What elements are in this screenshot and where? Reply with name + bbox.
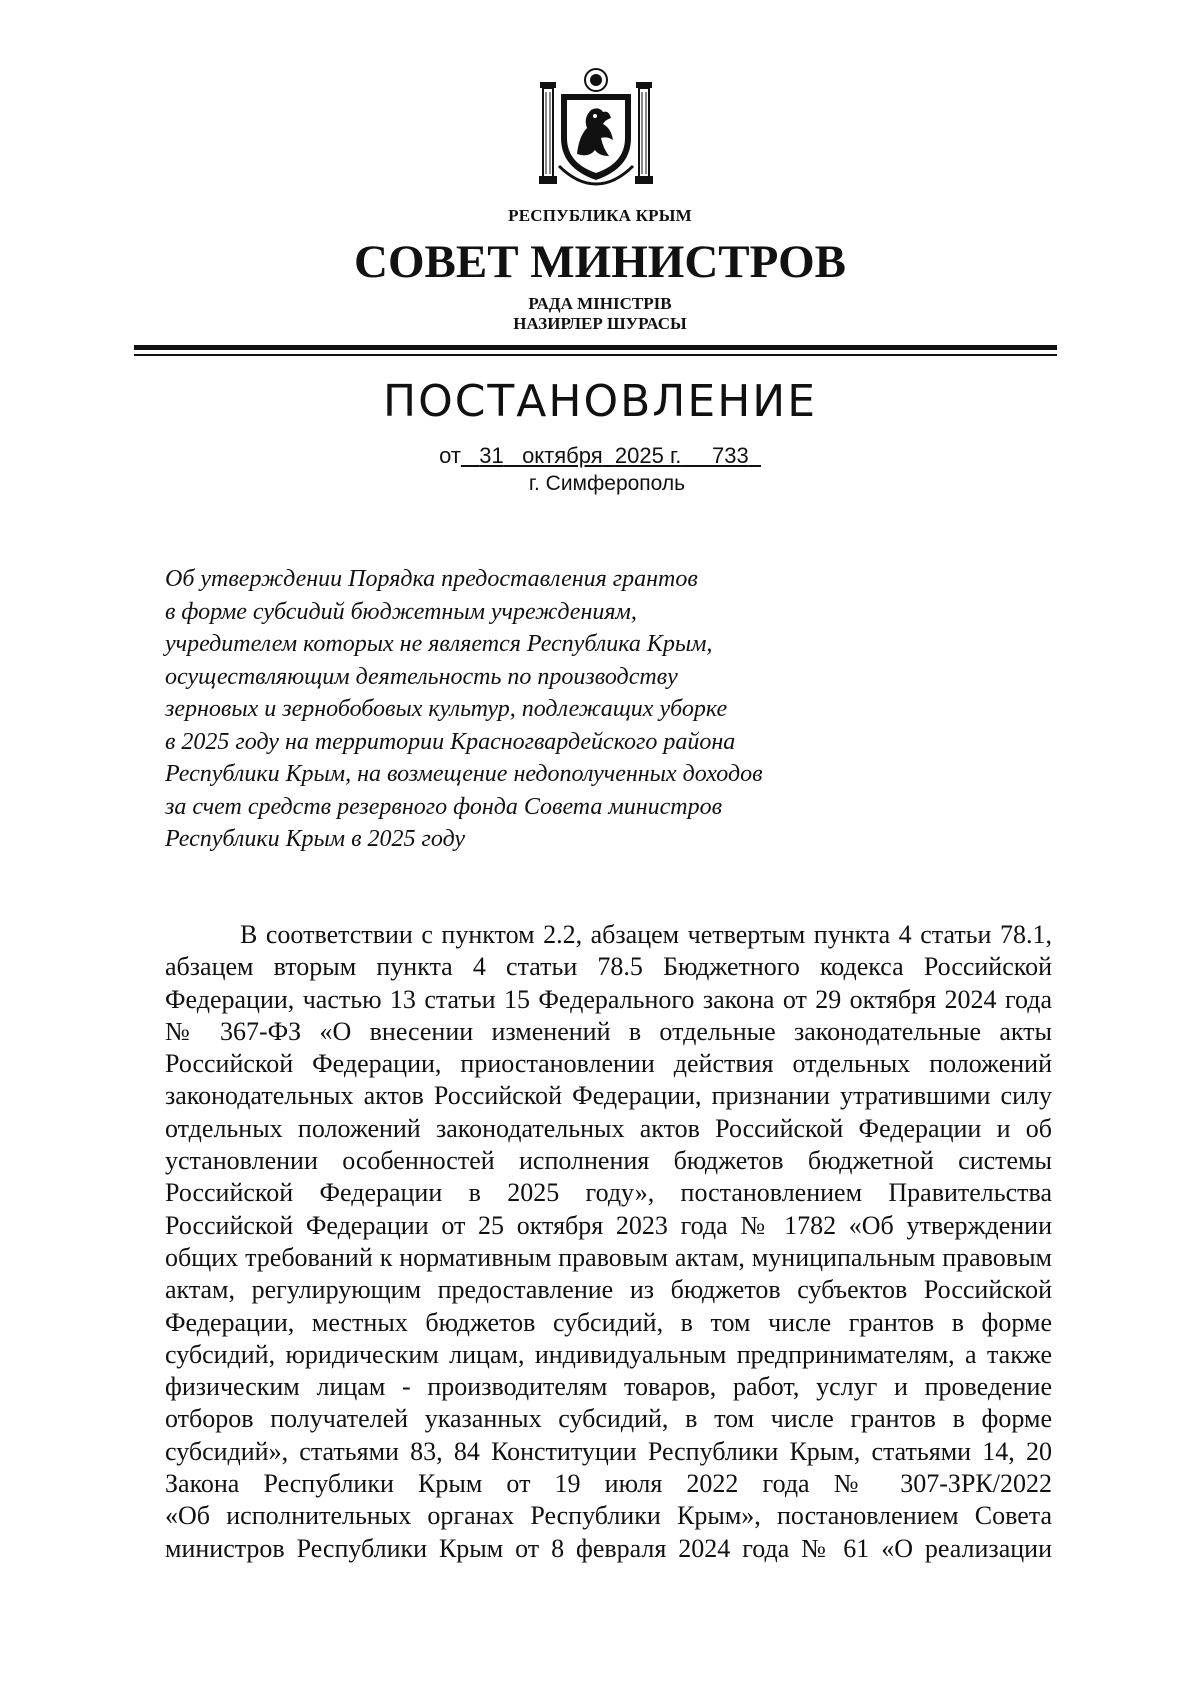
body-line: Закона Республики Крым от 19 июля 2022 года № 307-ЗРК/2022 <box>165 1469 1052 1499</box>
subject-line: в форме субсидий бюджетным учреждениям, <box>165 598 637 625</box>
subject-line: осуществляющим деятельность по производству <box>165 663 678 690</box>
date-prefix: от <box>439 443 461 468</box>
republic-name: РЕСПУБЛИКА КРЫМ <box>508 206 692 225</box>
body-line: № 367-ФЗ «О внесении изменений в отдельные законодательные акты <box>165 1016 1052 1046</box>
date-year: 2025 г. <box>614 443 682 468</box>
body-line: Федерации, частью 13 статьи 15 Федерального закона от 29 октября 2024 года <box>165 984 1052 1014</box>
decree-date-number-line <box>0 443 1200 469</box>
council-name-crimean-tatar: НАЗИРЛЕР ШУРАСЫ <box>513 314 687 333</box>
council-name: СОВЕТ МИНИСТРОВ <box>354 236 846 288</box>
date-month: октября <box>522 443 603 468</box>
body-line: физическим лицам - производителям товаров, работ, услуг и проведение <box>165 1372 1052 1402</box>
body-line: В соответствии с пунктом 2.2, абзацем четвертым пункта 4 статьи 78.1, <box>240 920 1052 949</box>
document-type-title: ПОСТАНОВЛЕНИЕ <box>382 376 817 427</box>
body-line: Федерации, местных бюджетов субсидий, в том числе грантов в форме <box>165 1307 1052 1337</box>
date-day: 31 <box>479 443 504 468</box>
body-line: Российской Федерации, приостановлении действия отдельных положений <box>165 1049 1052 1079</box>
body-line: абзацем вторым пункта 4 статьи 78.5 Бюджетного кодекса Российской <box>165 952 1052 982</box>
subject-line: за счет средств резервного фонда Совета министров <box>165 793 723 820</box>
header-divider-thick <box>134 345 1057 350</box>
body-line: Российской Федерации в 2025 году», постановлением Правительства <box>165 1178 1052 1208</box>
body-line: законодательных актов Российской Федерации, признании утратившими силу <box>165 1081 1052 1111</box>
body-line: Российской Федерации от 25 октября 2023 года № 1782 «Об утверждении <box>165 1210 1052 1240</box>
subject-line: Об утверждении Порядка предоставления грантов <box>165 566 698 592</box>
body-line: общих требований к нормативным правовым актам, муниципальным правовым <box>165 1242 1052 1272</box>
body-line: министров Республики Крым от 8 февраля 2024 года № 61 «О реализации <box>165 1533 1052 1563</box>
crimea-coat-of-arms-icon <box>537 66 655 188</box>
subject-line: в 2025 году на территории Красногвардейского района <box>165 728 736 755</box>
subject-line: зерновых и зернобобовых культур, подлежащих уборке <box>165 696 728 722</box>
decree-subject <box>165 563 945 856</box>
body-line: отдельных положений законодательных актов Российской Федерации и об <box>165 1113 1052 1143</box>
header-divider-thin <box>134 354 1057 356</box>
decree-city: г. Симферополь <box>528 472 686 495</box>
body-line: субсидий», статьями 83, 84 Конституции Республики Крым, статьями 14, 20 <box>165 1436 1052 1466</box>
subject-line: учредителем которых не является Республика Крым, <box>165 631 713 657</box>
subject-line: Республики Крым, на возмещение недополученных доходов <box>165 761 763 787</box>
subject-line: Республики Крым в 2025 году <box>165 826 466 852</box>
council-name-ukrainian: РАДА МІНІСТРІВ <box>528 294 672 313</box>
body-line: отборов получателей указанных субсидий, в том числе грантов в форме <box>165 1404 1052 1434</box>
body-line: субсидий, юридическим лицам, индивидуальным предпринимателям, а также <box>165 1339 1052 1369</box>
body-line: актам, регулирующим предоставление из бюджетов субъектов Российской <box>165 1275 1052 1305</box>
body-line: «Об исполнительных органах Республики Крым», постановлением Совета <box>165 1501 1052 1531</box>
date-day-underline <box>461 443 761 468</box>
decree-preamble <box>165 919 1052 1565</box>
decree-number: 733 <box>711 443 749 468</box>
body-line: установлении особенностей исполнения бюджетов бюджетной системы <box>165 1146 1052 1176</box>
